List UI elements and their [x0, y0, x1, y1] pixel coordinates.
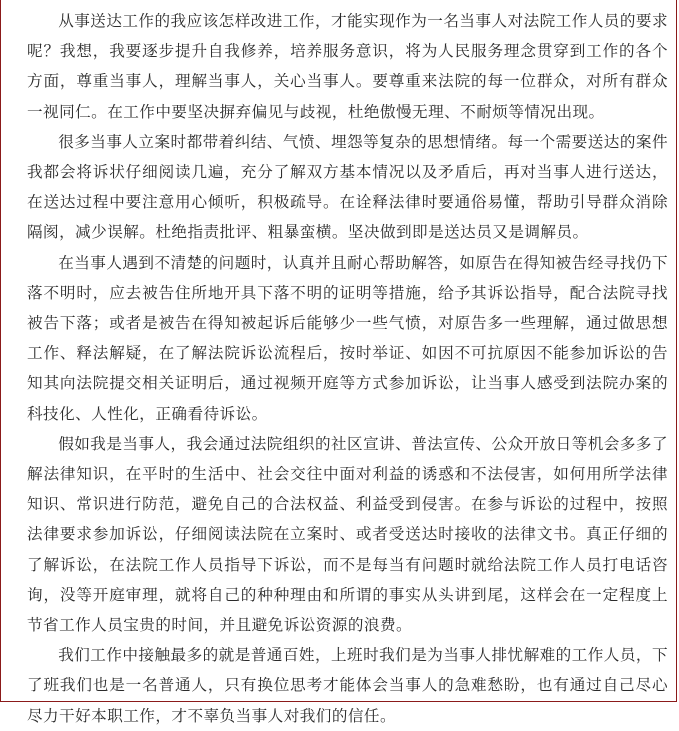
paragraph-4: 假如我是当事人，我会通过法院组织的社区宣讲、普法宣传、公众开放日等机会多多了解法律知识，在平时的生活中、社会交往中面对利益的诱惑和不法侵害，如何用所学法律知识、常识进行防范，避免自己的合法权益、利益受到侵害。在参与诉讼的过程中，按照法律要求参加诉讼，仔细阅读法院在立案时、或者受送达时接收的法律文书。真正仔细的了解诉讼，在法院工作人员指导下诉讼，而不是每当有问题时就给法院工作人员打电话咨询，没等开庭审理，就将自己的种种理由和所谓的事实从头讲到尾，这样会在一定程度上节省工作人员宝贵的时间，并且避免诉讼资源的浪费。: [27, 434, 668, 635]
article-body: [1, 0, 676, 731]
paragraph-3: 在当事人遇到不清楚的问题时，认真并且耐心帮助解答，如原告在得知被告经寻找仍下落不明时，应去被告住所地开具下落不明的证明等措施，给予其诉讼指导，配合法院寻找被告下落；或者是被告在得知被起诉后能够少一些气愤，对原告多一些理解，通过做思想工作、释法解疑，在了解法院诉讼流程后，按时举证、如因不可抗原因不能参加诉讼的告知其向法院提交相关证明后，通过视频开庭等方式参加诉讼，让当事人感受到法院办案的科技化、人性化，正确看待诉讼。: [27, 253, 668, 423]
paragraph-1: 从事送达工作的我应该怎样改进工作，才能实现作为一名当事人对法院工作人员的要求呢？我想，我要逐步提升自我修养，培养服务意识，将为人民服务理念贯穿到工作的各个方面，尊重当事人，理解当事人，关心当事人。要尊重来法院的每一位群众，对所有群众一视同仁。在工作中要坚决摒弃偏见与歧视，杜绝傲慢无理、不耐烦等情况出现。: [27, 12, 668, 121]
paragraph-2: 很多当事人立案时都带着纠结、气愤、埋怨等复杂的思想情绪。每一个需要送达的案件我都会将诉状仔细阅读几遍，充分了解双方基本情况以及矛盾后，再对当事人进行送达，在送达过程中要注意用心倾听，积极疏导。在诠释法律时要通俗易懂，帮助引导群众消除隔阂，减少误解。杜绝指责批评、粗暴蛮横。坚决做到即是送达员又是调解员。: [27, 132, 668, 242]
paragraph-5: 我们工作中接触最多的就是普通百姓，上班时我们是为当事人排忧解难的工作人员，下了班我们也是一名普通人，只有换位思考才能体会当事人的急难愁盼，也有通过自己尽心尽力干好本职工作，才不辜负当事人对我们的信任。: [27, 646, 668, 725]
